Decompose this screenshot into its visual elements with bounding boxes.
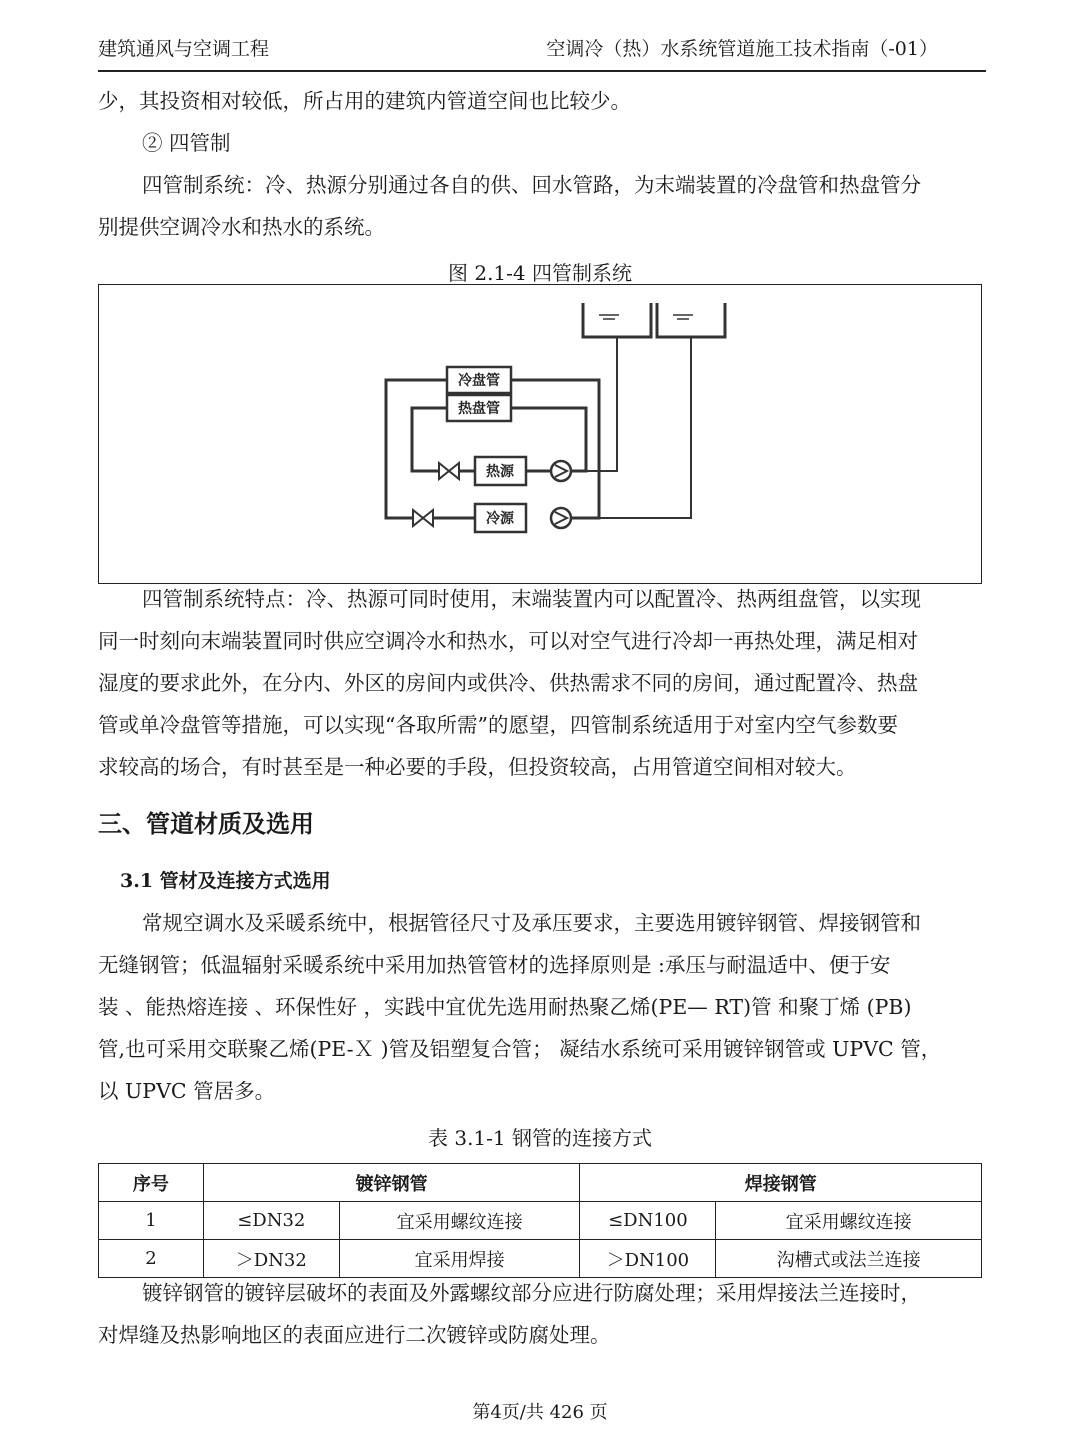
section-line-4: 管,也可采用交联聚乙烯(PE-Ｘ )管及铝塑复合管； 凝结水系统可采用镀锌钢管或 UPVC 管， bbox=[98, 1037, 942, 1061]
table-cell: ≤DN32 bbox=[203, 1202, 339, 1240]
features-line-2: 同一时刻向末端装置同时供应空调冷水和热水，可以对空气进行冷却一再热处理，满足相对 bbox=[98, 629, 918, 653]
table-header-row bbox=[99, 1164, 982, 1202]
pipe-connection-table bbox=[98, 1163, 982, 1278]
subsection-title: 3.1 管材及连接方式选用 bbox=[120, 870, 331, 892]
after-table-line-2: 对焊缝及热影响地区的表面应进行二次镀锌或防腐处理。 bbox=[98, 1323, 611, 1347]
definition-line-2: 别提供空调冷水和热水的系统。 bbox=[98, 215, 385, 239]
expansion-tank-right bbox=[657, 303, 725, 337]
table-cell: 宜采用螺纹连接 bbox=[339, 1202, 580, 1240]
table-cell: 沟槽式或法兰连接 bbox=[716, 1240, 982, 1278]
hot-coil-label: 热盘管 bbox=[458, 401, 500, 417]
cold-source-label: 冷源 bbox=[486, 511, 514, 527]
section-title: 三、管道材质及选用 bbox=[98, 810, 314, 838]
table-header-cell: 序号 bbox=[99, 1164, 204, 1202]
table-row bbox=[99, 1202, 982, 1240]
section-line-1: 常规空调水及采暖系统中，根据管径尺寸及承压要求，主要选用镀锌钢管、焊接钢管和 bbox=[142, 911, 921, 935]
valve-icon bbox=[413, 510, 433, 526]
expansion-tank-left bbox=[583, 303, 651, 337]
definition-line-1: 四管制系统：冷、热源分别通过各自的供、回水管路，为末端装置的冷盘管和热盘管分 bbox=[142, 173, 921, 197]
features-line-5: 求较高的场合，有时甚至是一种必要的手段，但投资较高，占用管道空间相对较大。 bbox=[98, 755, 857, 779]
table-cell: ＞DN100 bbox=[580, 1240, 716, 1278]
figure-caption: 图 2.1-4 四管制系统 bbox=[447, 261, 632, 285]
pump-icon bbox=[551, 508, 571, 528]
figure-frame bbox=[98, 284, 982, 584]
header-right-title: 空调冷（热）水系统管道施工技术指南（-01） bbox=[546, 38, 938, 60]
pump-icon bbox=[551, 461, 571, 481]
table-cell: 宜采用螺纹连接 bbox=[716, 1202, 982, 1240]
page-header bbox=[98, 34, 986, 72]
heat-source-label: 热源 bbox=[486, 464, 514, 480]
table-cell: ≤DN100 bbox=[580, 1202, 716, 1240]
section-line-3: 装 、能热熔连接 、环保性好 ，实践中宜优先选用耐热聚乙烯(PE— RT)管 和聚丁烯 (PB) bbox=[98, 995, 912, 1019]
table-header-cell: 焊接钢管 bbox=[580, 1164, 982, 1202]
table-caption: 表 3.1-1 钢管的连接方式 bbox=[427, 1126, 652, 1150]
cold-coil-label: 冷盘管 bbox=[458, 373, 500, 389]
header-left-title: 建筑通风与空调工程 bbox=[98, 38, 270, 60]
item-heading: ② 四管制 bbox=[142, 131, 231, 155]
four-pipe-diagram bbox=[99, 285, 983, 585]
section-line-5: 以 UPVC 管居多。 bbox=[98, 1079, 276, 1103]
table-cell: 1 bbox=[99, 1202, 204, 1240]
features-line-3: 湿度的要求此外，在分内、外区的房间内或供冷、供热需求不同的房间，通过配置冷、热盘 bbox=[98, 671, 918, 695]
table-header-cell: 镀锌钢管 bbox=[203, 1164, 580, 1202]
features-line-4: 管或单冷盘管等措施，可以实现“各取所需”的愿望，四管制系统适用于对室内空气参数要 bbox=[98, 713, 898, 737]
table-cell: ＞DN32 bbox=[203, 1240, 339, 1278]
section-line-2: 无缝钢管；低温辐射采暖系统中采用加热管管材的选择原则是 :承压与耐温适中、便于安 bbox=[98, 953, 891, 977]
table-cell: 宜采用焊接 bbox=[339, 1240, 580, 1278]
intro-line-1: 少，其投资相对较低，所占用的建筑内管道空间也比较少。 bbox=[98, 89, 631, 113]
table-cell: 2 bbox=[99, 1240, 204, 1278]
after-table-line-1: 镀锌钢管的镀锌层破坏的表面及外露螺纹部分应进行防腐处理；采用焊接法兰连接时， bbox=[142, 1281, 921, 1305]
features-line-1: 四管制系统特点：冷、热源可同时使用，末端装置内可以配置冷、热两组盘管，以实现 bbox=[142, 587, 921, 611]
page-number: 第4页/共 426 页 bbox=[472, 1402, 608, 1423]
valve-icon bbox=[439, 463, 459, 479]
